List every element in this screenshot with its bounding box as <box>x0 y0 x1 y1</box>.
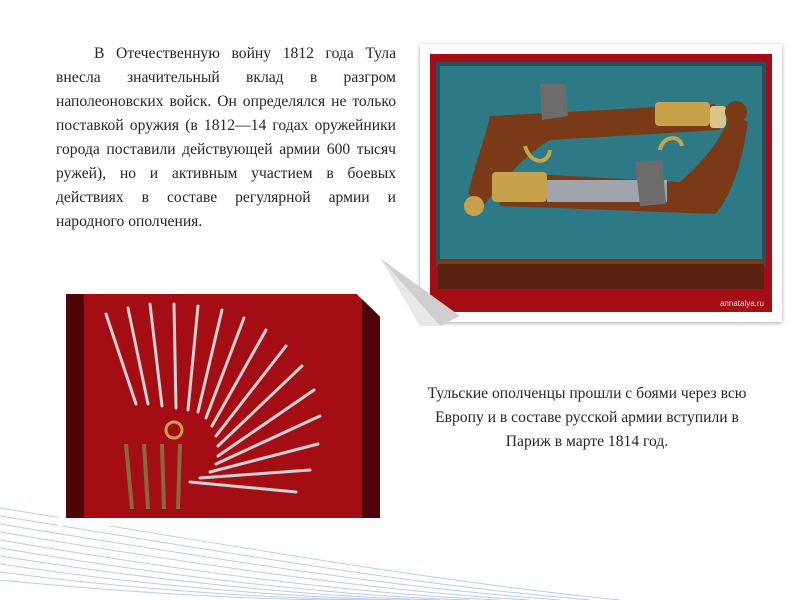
sabers-photo <box>58 286 388 526</box>
main-paragraph: В Отечественную войну 1812 года Тула внесла значительный вклад в разгром наполеоновских войск. Он определялся не только поставкой оружия (в 1812—14 годах оружейники города поставили действующей армии 600 тысяч ружей), но и активным участием в боевых действиях в составе регулярной армии и народного ополчения. <box>56 45 396 230</box>
page-curl-decoration <box>380 258 460 326</box>
sabers-image <box>66 294 380 518</box>
photo-watermark: annatalya.ru <box>719 299 764 308</box>
caption-text: Тульские ополченцы прошли с боями через всю Европу и в составе русской армии вступили в Париж в марте 1814 год. <box>427 385 747 450</box>
pistols-image <box>430 54 772 312</box>
pistols-photo <box>420 44 782 322</box>
